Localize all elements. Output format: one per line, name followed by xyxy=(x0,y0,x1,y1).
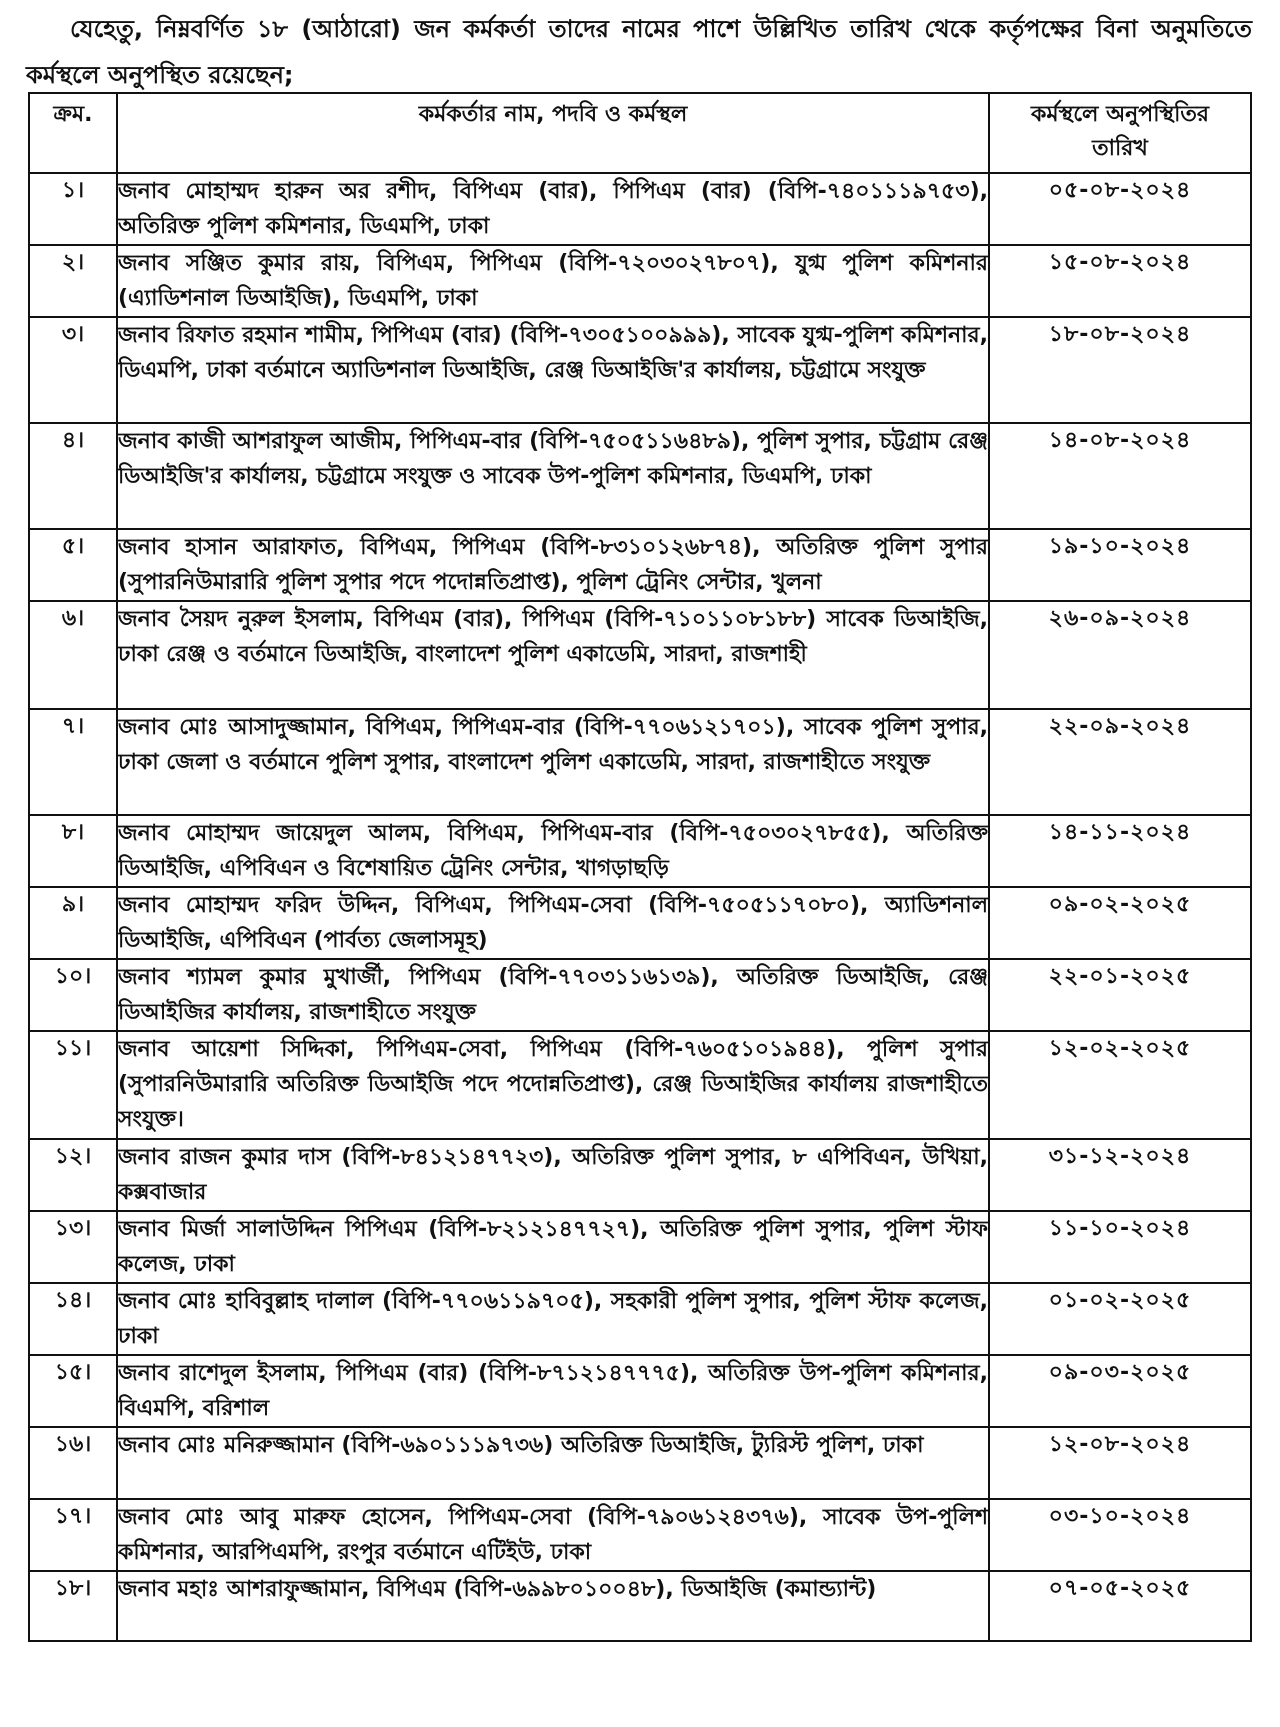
row-officer: জনাব রাজন কুমার দাস (বিপি-৮৪১২১৪৭৭২৩), অতিরিক্ত পুলিশ সুপার, ৮ এপিবিএন, উখিয়া, কক্সবাজার xyxy=(117,1139,989,1211)
row-serial: ১৫। xyxy=(29,1355,117,1427)
row-serial: ১। xyxy=(29,173,117,245)
row-serial: ৭। xyxy=(29,709,117,815)
row-serial: ১৮। xyxy=(29,1571,117,1641)
table-header-row xyxy=(29,93,1251,173)
row-date: ৩১-১২-২০২৪ xyxy=(989,1139,1251,1211)
row-officer: জনাব মির্জা সালাউদ্দিন পিপিএম (বিপি-৮২১২১৪৭৭২৭), অতিরিক্ত পুলিশ সুপার, পুলিশ স্টাফ কলেজ, ঢাকা xyxy=(117,1211,989,1283)
table-row xyxy=(29,173,1251,245)
row-date: ১৯-১০-২০২৪ xyxy=(989,529,1251,601)
row-officer: জনাব মোহাম্মদ ফরিদ উদ্দিন, বিপিএম, পিপিএম-সেবা (বিপি-৭৫০৫১১৭০৮০), অ্যাডিশনাল ডিআইজি, এপিবিএন (পার্বত্য জেলাসমূহ) xyxy=(117,887,989,959)
row-officer: জনাব মোঃ হাবিবুল্লাহ দালাল (বিপি-৭৭০৬১১৯৭০৫), সহকারী পুলিশ সুপার, পুলিশ স্টাফ কলেজ, ঢাকা xyxy=(117,1283,989,1355)
row-officer: জনাব রাশেদুল ইসলাম, পিপিএম (বার) (বিপি-৮৭১২১৪৭৭৭৫), অতিরিক্ত উপ-পুলিশ কমিশনার, বিএমপি, বরিশাল xyxy=(117,1355,989,1427)
table-row xyxy=(29,423,1251,529)
row-date: ১৮-০৮-২০২৪ xyxy=(989,317,1251,423)
row-serial: ১২। xyxy=(29,1139,117,1211)
row-date: ১৪-১১-২০২৪ xyxy=(989,815,1251,887)
row-officer: জনাব রিফাত রহমান শামীম, পিপিএম (বার) (বিপি-৭৩০৫১০০৯৯৯), সাবেক যুগ্ম-পুলিশ কমিশনার, ডিএমপি, ঢাকা বর্তমানে অ্যাডিশনাল ডিআইজি, রেঞ্জ ডিআইজি'র কার্যালয়, চট্টগ্রামে সংযুক্ত xyxy=(117,317,989,423)
row-officer: জনাব মোঃ আবু মারুফ হোসেন, পিপিএম-সেবা (বিপি-৭৯০৬১২৪৩৭৬), সাবেক উপ-পুলিশ কমিশনার, আরপিএমপি, রংপুর বর্তমানে এটিইউ, ঢাকা xyxy=(117,1499,989,1571)
row-officer: জনাব হাসান আরাফাত, বিপিএম, পিপিএম (বিপি-৮৩১০১২৬৮৭৪), অতিরিক্ত পুলিশ সুপার (সুপারনিউমারারি পুলিশ সুপার পদে পদোন্নতিপ্রাপ্ত), পুলিশ ট্রেনিং সেন্টার, খুলনা xyxy=(117,529,989,601)
table-row xyxy=(29,1571,1251,1641)
row-serial: ১০। xyxy=(29,959,117,1031)
table-row xyxy=(29,887,1251,959)
row-date: ১২-০৮-২০২৪ xyxy=(989,1427,1251,1499)
row-date: ১২-০২-২০২৫ xyxy=(989,1031,1251,1139)
row-serial: ১৩। xyxy=(29,1211,117,1283)
intro-paragraph: যেহেতু, নিম্নবর্ণিত ১৮ (আঠারো) জন কর্মকর্তা তাদের নামের পাশে উল্লিখিত তারিখ থেকে কর্তৃপক্ষের বিনা অনুমতিতে কর্মস্থলে অনুপস্থিত রয়েছেন; xyxy=(26,15,1252,89)
table-row xyxy=(29,1031,1251,1139)
row-officer: জনাব মোঃ মনিরুজ্জামান (বিপি-৬৯০১১১৯৭৩৬) অতিরিক্ত ডিআইজি, ট্যুরিস্ট পুলিশ, ঢাকা xyxy=(117,1427,989,1499)
header-absence-date: কর্মস্থলে অনুপস্থিতির তারিখ xyxy=(989,93,1251,173)
row-date: ১৪-০৮-২০২৪ xyxy=(989,423,1251,529)
table-row xyxy=(29,317,1251,423)
row-date: ২৬-০৯-২০২৪ xyxy=(989,601,1251,709)
row-officer: জনাব মোহাম্মদ হারুন অর রশীদ, বিপিএম (বার), পিপিএম (বার) (বিপি-৭৪০১১১৯৭৫৩), অতিরিক্ত পুলিশ কমিশনার, ডিএমপি, ঢাকা xyxy=(117,173,989,245)
row-serial: ১৪। xyxy=(29,1283,117,1355)
row-serial: ১১। xyxy=(29,1031,117,1139)
table-row xyxy=(29,709,1251,815)
table-row xyxy=(29,1283,1251,1355)
row-serial: ৩। xyxy=(29,317,117,423)
row-officer: জনাব সৈয়দ নুরুল ইসলাম, বিপিএম (বার), পিপিএম (বিপি-৭১০১১০৮১৮৮) সাবেক ডিআইজি, ঢাকা রেঞ্জ ও বর্তমানে ডিআইজি, বাংলাদেশ পুলিশ একাডেমি, সারদা, রাজশাহী xyxy=(117,601,989,709)
row-serial: ৯। xyxy=(29,887,117,959)
table-row xyxy=(29,815,1251,887)
table-row xyxy=(29,959,1251,1031)
row-date: ০৫-০৮-২০২৪ xyxy=(989,173,1251,245)
row-date: ০১-০২-২০২৫ xyxy=(989,1283,1251,1355)
row-date: ২২-০৯-২০২৪ xyxy=(989,709,1251,815)
row-serial: ১৭। xyxy=(29,1499,117,1571)
header-officer: কর্মকর্তার নাম, পদবি ও কর্মস্থল xyxy=(117,93,989,173)
row-date: ০৯-০৩-২০২৫ xyxy=(989,1355,1251,1427)
row-officer: জনাব কাজী আশরাফুল আজীম, পিপিএম-বার (বিপি-৭৫০৫১১৬৪৮৯), পুলিশ সুপার, চট্টগ্রাম রেঞ্জ ডিআইজি'র কার্যালয়, চট্টগ্রামে সংযুক্ত ও সাবেক উপ-পুলিশ কমিশনার, ডিএমপি, ঢাকা xyxy=(117,423,989,529)
row-officer: জনাব মহাঃ আশরাফুজ্জামান, বিপিএম (বিপি-৬৯৯৮০১০০৪৮), ডিআইজি (কমান্ড্যান্ট) xyxy=(117,1571,989,1641)
table-row xyxy=(29,601,1251,709)
header-serial: ক্রম. xyxy=(29,93,117,173)
row-officer: জনাব আয়েশা সিদ্দিকা, পিপিএম-সেবা, পিপিএম (বিপি-৭৬০৫১০১৯৪৪), পুলিশ সুপার (সুপারনিউমারারি অতিরিক্ত ডিআইজি পদে পদোন্নতিপ্রাপ্ত), রেঞ্জ ডিআইজির কার্যালয় রাজশাহীতে সংযুক্ত। xyxy=(117,1031,989,1139)
row-serial: ২। xyxy=(29,245,117,317)
row-date: ০৩-১০-২০২৪ xyxy=(989,1499,1251,1571)
row-serial: ৪। xyxy=(29,423,117,529)
row-officer: জনাব সঞ্জিত কুমার রায়, বিপিএম, পিপিএম (বিপি-৭২০৩০২৭৮০৭), যুগ্ম পুলিশ কমিশনার (এ্যাডিশনাল ডিআইজি), ডিএমপি, ঢাকা xyxy=(117,245,989,317)
absent-officers-table xyxy=(28,92,1252,1642)
table-row xyxy=(29,1139,1251,1211)
table-row xyxy=(29,1355,1251,1427)
table-row xyxy=(29,529,1251,601)
table-row xyxy=(29,1211,1251,1283)
row-officer: জনাব মোঃ আসাদুজ্জামান, বিপিএম, পিপিএম-বার (বিপি-৭৭০৬১২১৭০১), সাবেক পুলিশ সুপার, ঢাকা জেলা ও বর্তমানে পুলিশ সুপার, বাংলাদেশ পুলিশ একাডেমি, সারদা, রাজশাহীতে সংযুক্ত xyxy=(117,709,989,815)
row-date: ২২-০১-২০২৫ xyxy=(989,959,1251,1031)
row-serial: ৫। xyxy=(29,529,117,601)
row-serial: ১৬। xyxy=(29,1427,117,1499)
table-row xyxy=(29,245,1251,317)
row-serial: ৬। xyxy=(29,601,117,709)
row-officer: জনাব শ্যামল কুমার মুখার্জী, পিপিএম (বিপি-৭৭০৩১১৬১৩৯), অতিরিক্ত ডিআইজি, রেঞ্জ ডিআইজির কার্যালয়, রাজশাহীতে সংযুক্ত xyxy=(117,959,989,1031)
table-row xyxy=(29,1427,1251,1499)
table-row xyxy=(29,1499,1251,1571)
row-date: ০৯-০২-২০২৫ xyxy=(989,887,1251,959)
row-date: ১১-১০-২০২৪ xyxy=(989,1211,1251,1283)
row-date: ০৭-০৫-২০২৫ xyxy=(989,1571,1251,1641)
row-officer: জনাব মোহাম্মদ জায়েদুল আলম, বিপিএম, পিপিএম-বার (বিপি-৭৫০৩০২৭৮৫৫), অতিরিক্ত ডিআইজি, এপিবিএন ও বিশেষায়িত ট্রেনিং সেন্টার, খাগড়াছড়ি xyxy=(117,815,989,887)
row-date: ১৫-০৮-২০২৪ xyxy=(989,245,1251,317)
row-serial: ৮। xyxy=(29,815,117,887)
